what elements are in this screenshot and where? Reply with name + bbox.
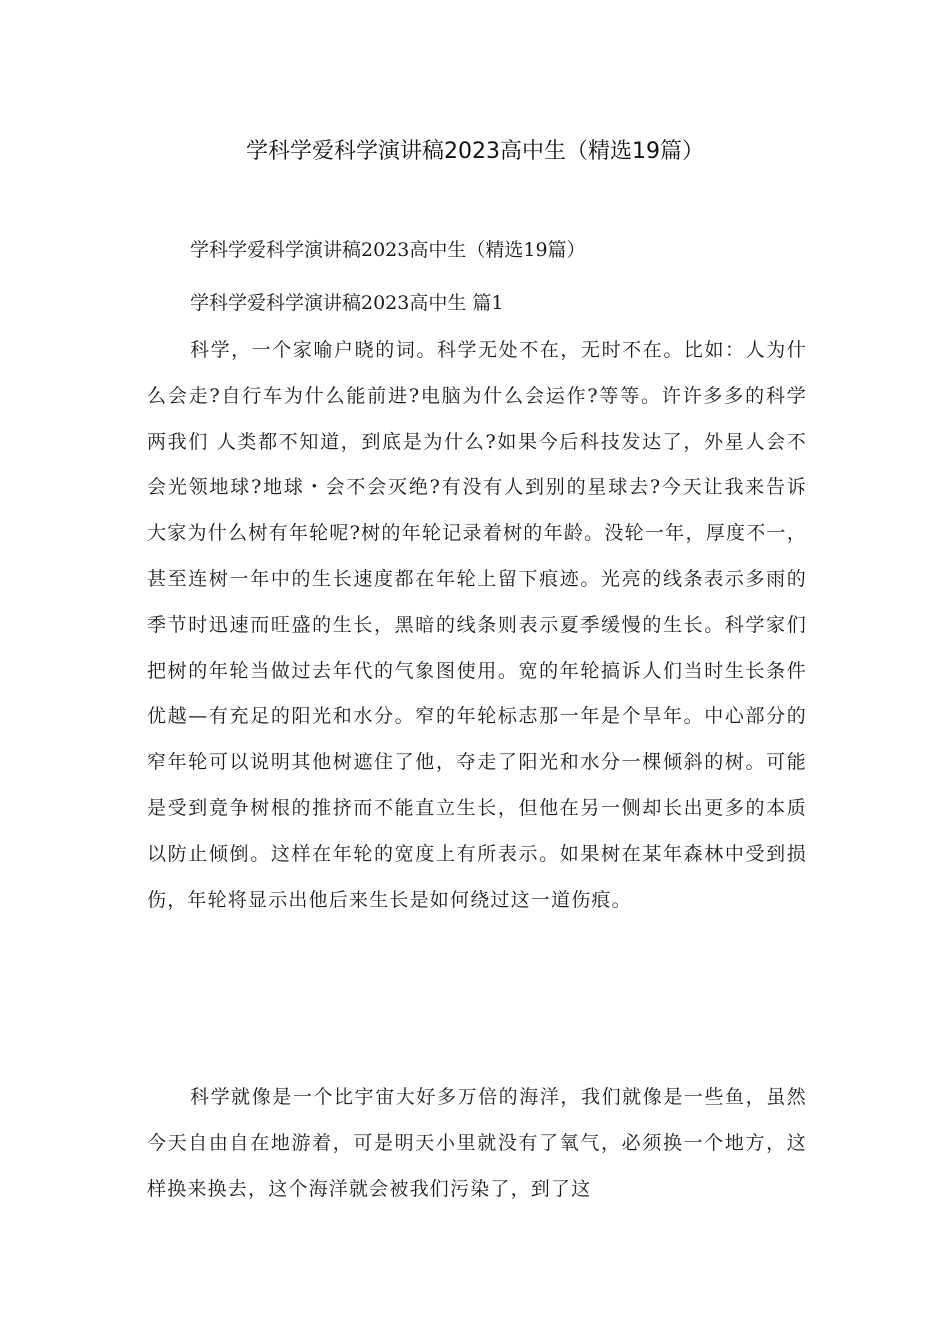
body-paragraph: 科学，一个家喻户晓的词。科学无处不在，无时不在。比如：人为什么会走?自行车为什么能前进?电脑为什么会运作?等等。许许多多的科学两我们 人类都不知道，到底是为什么?如果今后科技发达了，外星人会不会光领地球?地球・会不会灭绝?有没有人到别的星球去?今天让我来告诉大家为什么树有年轮呢?树的年轮记录着树的年龄。没轮一年，厚度不一，甚至连树一年中的生长速度都在年轮上留下痕迹。光亮的线条表示多雨的季节时迅速而旺盛的生长，黑暗的线条则表示夏季缓慢的生长。科学家们把树的年轮当做过去年代的气象图使用。宽的年轮搞诉人们当时生长条件优越—有充足的阳光和水分。窄的年轮标志那一年是个旱年。中心部分的窄年轮可以说明其他树遮住了他，夺走了阳光和水分一棵倾斜的树。可能是受到竟争树根的推挤而不能直立生长，但他在另一侧却长出更多的本质以防止倾倒。这样在年轮的宽度上有所表示。如果树在某年森林中受到损伤，年轮将显示出他后来生长是如何绕过这一道伤痕。 (147, 339, 807, 911)
document-title: 学科学爱科学演讲稿2023高中生（精选19篇） (246, 139, 704, 164)
document-subtitle: 学科学爱科学演讲稿2023高中生（精选19篇） (190, 239, 586, 261)
section-heading: 学科学爱科学演讲稿2023高中生 篇1 (190, 292, 504, 314)
body-paragraph: 科学就像是一个比宇宙大好多万倍的海洋，我们就像是一些鱼，虽然今天自由自在地游着，可是明天小里就没有了氧气，必须换一个地方，这样换来换去，这个海洋就会被我们污染了，到了这 (147, 1086, 807, 1200)
